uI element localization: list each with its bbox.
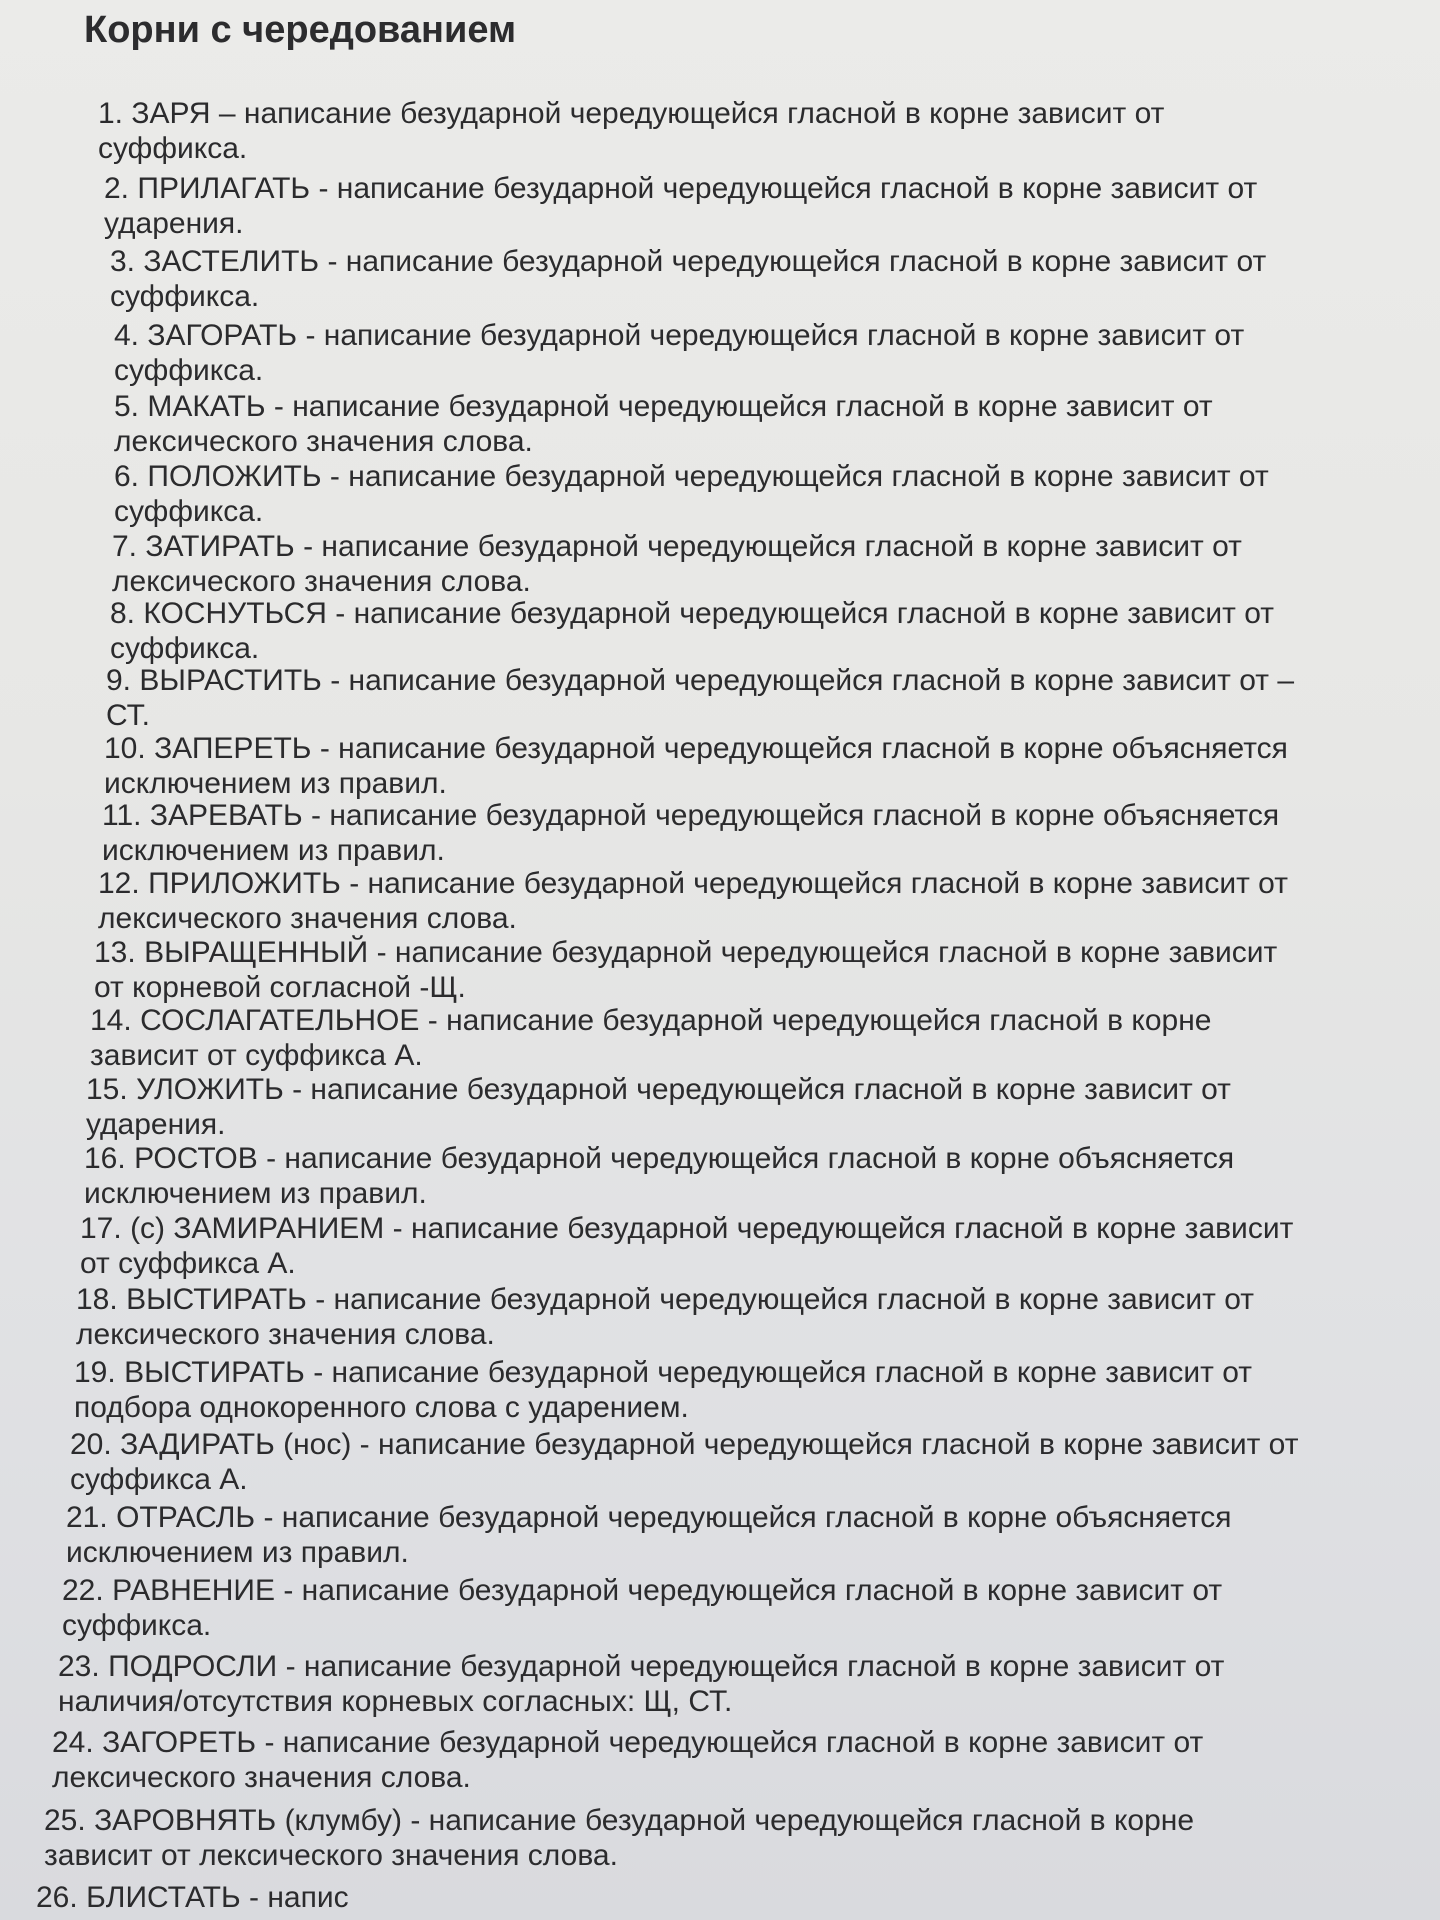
item-number: 10. (104, 732, 146, 765)
list-item (80, 1211, 1310, 1281)
item-description: - написание безударной чередующейся гласной в корне зависит от лексического значения слова. (76, 1283, 1254, 1351)
item-word: БЛИСТАТЬ (86, 1881, 241, 1914)
item-word: ЗАГОРЕТЬ (102, 1726, 257, 1759)
item-description: - написание безударной чередующейся гласной в корне объясняется исключением из правил. (104, 732, 1288, 800)
item-number: 18. (76, 1283, 118, 1316)
item-word: ВЫРАСТИТЬ (139, 664, 322, 697)
item-description: - написание безударной чередующейся гласной в корне зависит от суффикса. (110, 597, 1275, 665)
list-item (110, 596, 1310, 666)
item-description: - написание безударной чередующейся гласной в корне объясняется исключением из правил. (102, 799, 1280, 867)
item-description: - написание безударной чередующейся гласной в корне зависит от лексического значения слова. (44, 1804, 1195, 1872)
item-word: КОСНУТЬСЯ (143, 597, 327, 630)
item-word: ПРИЛАГАТЬ (137, 172, 311, 205)
list-item (114, 318, 1310, 388)
list-item (58, 1649, 1310, 1719)
item-number: 26. (36, 1881, 78, 1914)
item-word: ПОЛОЖИТЬ (147, 460, 322, 493)
item-word: ЗАТИРАТЬ (145, 530, 295, 563)
item-number: 21. (66, 1501, 108, 1534)
item-description: - написание безударной чередующейся гласной в корне зависит от суффикса А. (90, 1004, 1212, 1072)
item-description: - напис (249, 1881, 349, 1914)
list-item (90, 1003, 1310, 1073)
list-item (86, 1072, 1310, 1142)
item-number: 11. (102, 799, 142, 832)
item-number: 5. (114, 390, 140, 423)
list-item (94, 935, 1310, 1005)
list-item (98, 866, 1310, 936)
item-number: 15. (86, 1073, 128, 1106)
item-word: ЗАРЕВАТЬ (149, 799, 303, 832)
item-number: 9. (106, 664, 132, 697)
item-description: - написание безударной чередующейся гласной в корне зависит от суффикса. (114, 460, 1269, 528)
item-description: - написание безударной чередующейся гласной в корне зависит от суффикса А. (70, 1428, 1299, 1496)
list-item (76, 1282, 1310, 1352)
item-description: - написание безударной чередующейся гласной в корне зависит от наличия/отсутствия корневых согласных: Щ, СТ. (58, 1650, 1225, 1718)
item-word: РАВНЕНИЕ (112, 1574, 275, 1607)
item-description: - написание безударной чередующейся гласной в корне зависит от ударения. (86, 1073, 1231, 1141)
item-description: – написание безударной чередующейся гласной в корне зависит от суффикса. (98, 97, 1165, 165)
item-word: ЗАДИРАТЬ (нос) (120, 1428, 352, 1461)
item-word: СОСЛАГАТЕЛЬНОЕ (140, 1004, 420, 1037)
item-word: РОСТОВ (134, 1142, 258, 1175)
list-item (114, 389, 1310, 459)
item-word: ПОДРОСЛИ (108, 1650, 278, 1683)
item-number: 13. (94, 936, 136, 969)
item-number: 25. (44, 1804, 86, 1837)
item-number: 2. (104, 172, 130, 205)
item-word: ВЫСТИРАТЬ (126, 1283, 307, 1316)
item-number: 20. (70, 1428, 112, 1461)
list-item (104, 731, 1310, 801)
item-number: 3. (110, 245, 136, 278)
item-description: - написание безударной чередующейся гласной в корне объясняется исключением из правил. (66, 1501, 1232, 1569)
item-number: 17. (80, 1212, 122, 1245)
item-number: 23. (58, 1650, 100, 1683)
item-description: - написание безударной чередующейся гласной в корне зависит от лексического значения слова. (98, 867, 1288, 935)
list-item (110, 244, 1310, 314)
item-word: МАКАТЬ (147, 390, 266, 423)
item-word: ЗАСТЕЛИТЬ (143, 245, 320, 278)
list-item (36, 1880, 1310, 1916)
item-word: ЗАПЕРЕТЬ (154, 732, 312, 765)
item-description: - написание безударной чередующейся гласной в корне зависит от суффикса. (62, 1574, 1223, 1642)
item-word: УЛОЖИТЬ (136, 1073, 284, 1106)
list-item (98, 96, 1310, 166)
list-item (114, 459, 1310, 529)
item-number: 24. (52, 1726, 94, 1759)
item-number: 14. (90, 1004, 132, 1037)
list-item (106, 663, 1310, 733)
list-item (112, 529, 1310, 599)
item-description: - написание безударной чередующейся гласной в корне зависит от лексического значения слова. (52, 1726, 1204, 1794)
item-description: - написание безударной чередующейся гласной в корне объясняется исключением из правил. (84, 1142, 1235, 1210)
list-item (52, 1725, 1310, 1795)
item-number: 19. (74, 1356, 116, 1389)
list-item (104, 171, 1310, 241)
list-item (102, 798, 1310, 868)
item-description: - написание безударной чередующейся гласной в корне зависит от подбора однокоренного слова с ударением. (74, 1356, 1252, 1424)
item-description: - написание безударной чередующейся гласной в корне зависит от суффикса А. (80, 1212, 1294, 1280)
item-word: ОТРАСЛЬ (116, 1501, 256, 1534)
item-word: ЗАРОВНЯТЬ (клумбу) (94, 1804, 402, 1837)
item-description: - написание безударной чередующейся гласной в корне зависит от ударения. (104, 172, 1258, 240)
page-title: Корни с чередованием (84, 9, 517, 51)
item-word: ЗАРЯ (131, 97, 211, 130)
item-description: - написание безударной чередующейся гласной в корне зависит от – СТ. (106, 664, 1294, 732)
item-word: (с) ЗАМИРАНИЕМ (130, 1212, 385, 1245)
item-number: 6. (114, 460, 140, 493)
item-number: 22. (62, 1574, 104, 1607)
item-description: - написание безударной чередующейся гласной в корне зависит от суффикса. (114, 319, 1245, 387)
item-number: 16. (84, 1142, 126, 1175)
item-number: 12. (98, 867, 140, 900)
item-word: ВЫСТИРАТЬ (124, 1356, 305, 1389)
list-item (74, 1355, 1310, 1425)
list-item (62, 1573, 1310, 1643)
list-item (44, 1803, 1310, 1873)
item-number: 8. (110, 597, 136, 630)
item-description: - написание безударной чередующейся гласной в корне зависит от суффикса. (110, 245, 1267, 313)
list-item (66, 1500, 1310, 1570)
item-number: 4. (114, 319, 140, 352)
item-word: ЗАГОРАТЬ (147, 319, 298, 352)
item-description: - написание безударной чередующейся гласной в корне зависит от лексического значения слова. (112, 530, 1242, 598)
item-description: - написание безударной чередующейся гласной в корне зависит от корневой согласной -Щ. (94, 936, 1278, 1004)
item-word: ВЫРАЩЕННЫЙ (144, 936, 369, 969)
list-item (84, 1141, 1310, 1211)
item-number: 1. (98, 97, 124, 130)
item-number: 7. (112, 530, 138, 563)
item-description: - написание безударной чередующейся гласной в корне зависит от лексического значения слова. (114, 390, 1213, 458)
item-word: ПРИЛОЖИТЬ (148, 867, 341, 900)
list-item (70, 1427, 1310, 1497)
